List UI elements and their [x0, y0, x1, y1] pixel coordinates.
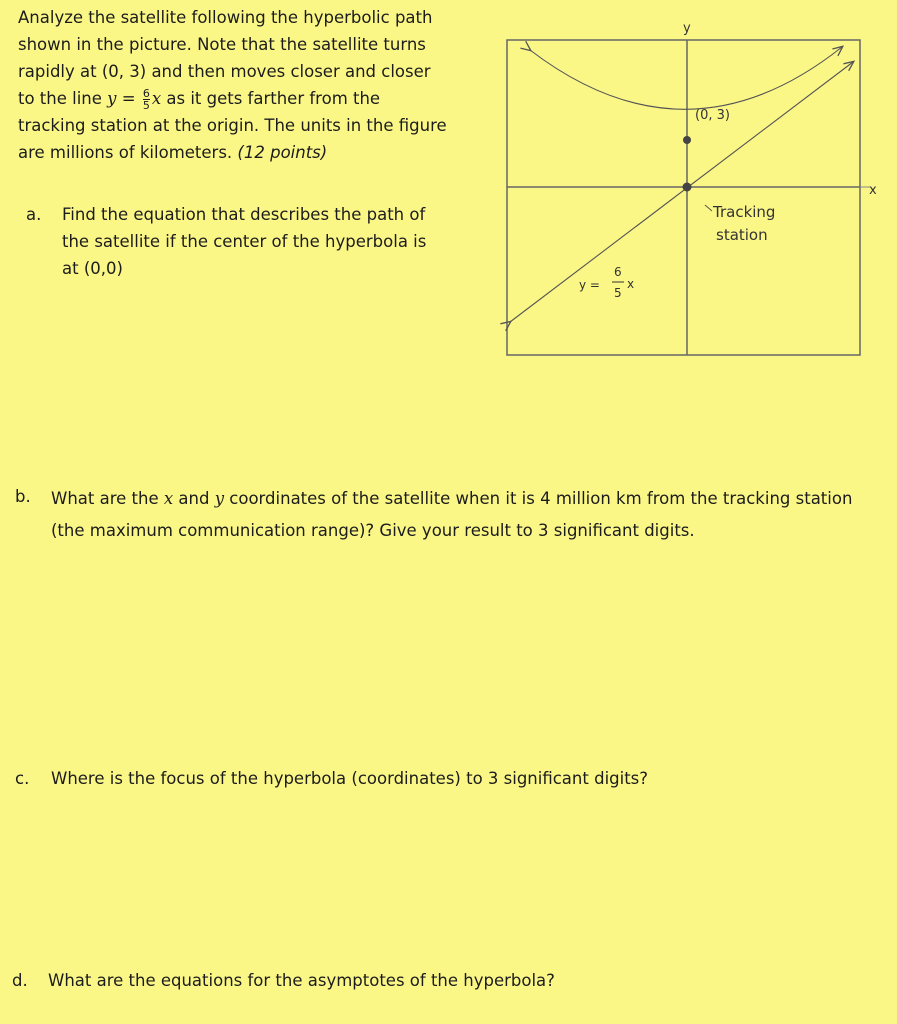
problem-intro: [18, 4, 448, 166]
station-label-line2: station: [716, 226, 768, 244]
question-b-label: b.: [15, 487, 31, 506]
station-label-leader: [705, 205, 712, 211]
vertex-point: [683, 136, 691, 144]
question-b-text-post: coordinates of the satellite when it is 4 million km from the tracking station (the maximum communication range)? Give your result to 3 significant digits.: [51, 489, 853, 540]
y-axis-label: y: [683, 21, 691, 36]
question-d-label: d.: [12, 971, 28, 990]
question-c-text: Where is the focus of the hyperbola (coordinates) to 3 significant digits?: [51, 769, 649, 788]
eq-y: y: [107, 89, 117, 108]
eq-x: x: [151, 89, 162, 108]
question-a: [26, 201, 446, 282]
hyperbola-diagram: [490, 10, 890, 370]
question-b-text-pre: What are the: [51, 489, 164, 508]
intro-paragraph: [18, 4, 448, 166]
asymptote-label-prefix: y =: [579, 278, 600, 292]
eq-equals: =: [121, 89, 136, 108]
diagram-frame: [507, 40, 860, 355]
vertex-label: (0, 3): [695, 108, 730, 123]
question-c-label: c.: [15, 769, 30, 788]
question-d: [12, 967, 872, 994]
question-a-text: Find the equation that describes the path of the satellite if the center of the hyperbola is at (0,0): [62, 205, 427, 278]
asymptote-label-var: x: [627, 277, 635, 291]
question-a-label: a.: [26, 205, 42, 224]
question-b-x: x: [163, 489, 174, 508]
points-note: (12 points): [237, 143, 328, 162]
question-c: [15, 765, 875, 792]
hyperbola-curve: [530, 47, 842, 109]
station-label-line1: Tracking: [713, 203, 776, 221]
asymptote-label-den: 5: [614, 286, 622, 300]
tracking-station-point: [683, 183, 692, 192]
asymptote-label-num: 6: [614, 265, 622, 279]
eq-fraction: [143, 88, 150, 111]
intro-text-2: as it gets farther from the tracking station at the origin. The units in the figure are millions of kilometers.: [18, 89, 447, 162]
question-b-y: y: [214, 489, 225, 508]
asymptote-line: [510, 62, 853, 322]
question-d-text: What are the equations for the asymptotes of the hyperbola?: [48, 971, 555, 990]
x-axis-label: x: [869, 183, 877, 198]
question-b-text: [51, 483, 875, 547]
eq-fraction-num: 6: [142, 87, 150, 100]
question-b: [15, 483, 875, 547]
eq-fraction-den: 5: [142, 99, 150, 112]
intro-text-1: Analyze the satellite following the hyperbolic path shown in the picture. Note that the satellite turns rapidly at (0, 3) and then moves closer and closer to the line: [18, 8, 433, 108]
question-b-and: and: [173, 489, 215, 508]
